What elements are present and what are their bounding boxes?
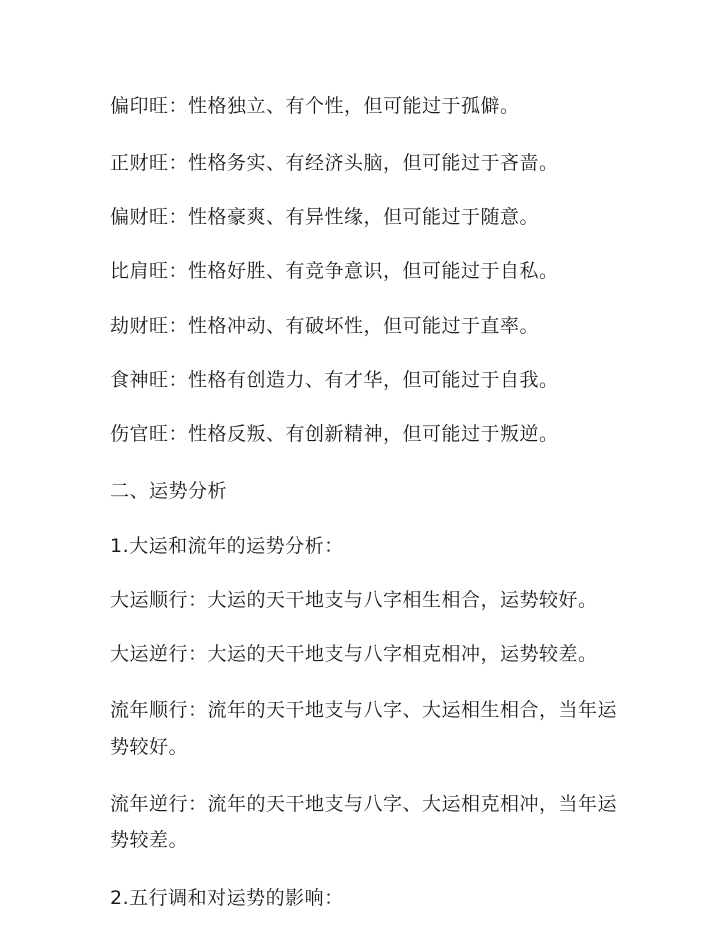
- subsection-heading-2: 2.五行调和对运势的影响：: [110, 887, 344, 909]
- fortune-line-liunian-ni-2: 势较差。: [110, 829, 189, 851]
- personality-line-jiecai: 劫财旺：性格冲动、有破坏性，但可能过于直率。: [110, 315, 540, 337]
- personality-line-shishen: 食神旺：性格有创造力、有才华，但可能过于自我。: [110, 369, 559, 391]
- personality-line-piancai: 偏财旺：性格豪爽、有异性缘，但可能过于随意。: [110, 206, 540, 228]
- personality-line-pianyin: 偏印旺：性格独立、有个性，但可能过于孤僻。: [110, 95, 520, 117]
- fortune-line-liunian-ni-1: 流年逆行：流年的天干地支与八字、大运相克相冲，当年运: [110, 793, 618, 815]
- fortune-line-dayun-shun: 大运顺行：大运的天干地支与八字相生相合，运势较好。: [110, 589, 598, 611]
- fortune-line-dayun-ni: 大运逆行：大运的天干地支与八字相克相冲，运势较差。: [110, 643, 598, 665]
- personality-line-zhengcai: 正财旺：性格务实、有经济头脑，但可能过于吝啬。: [110, 152, 559, 174]
- personality-line-bijian: 比肩旺：性格好胜、有竞争意识，但可能过于自私。: [110, 260, 559, 282]
- fortune-line-liunian-shun-2: 势较好。: [110, 736, 189, 758]
- personality-line-shangguan: 伤官旺：性格反叛、有创新精神，但可能过于叛逆。: [110, 423, 559, 445]
- section-heading: 二、运势分析: [110, 480, 228, 502]
- subsection-heading-1: 1.大运和流年的运势分析：: [110, 535, 344, 557]
- fortune-line-liunian-shun-1: 流年顺行：流年的天干地支与八字、大运相生相合，当年运: [110, 699, 618, 721]
